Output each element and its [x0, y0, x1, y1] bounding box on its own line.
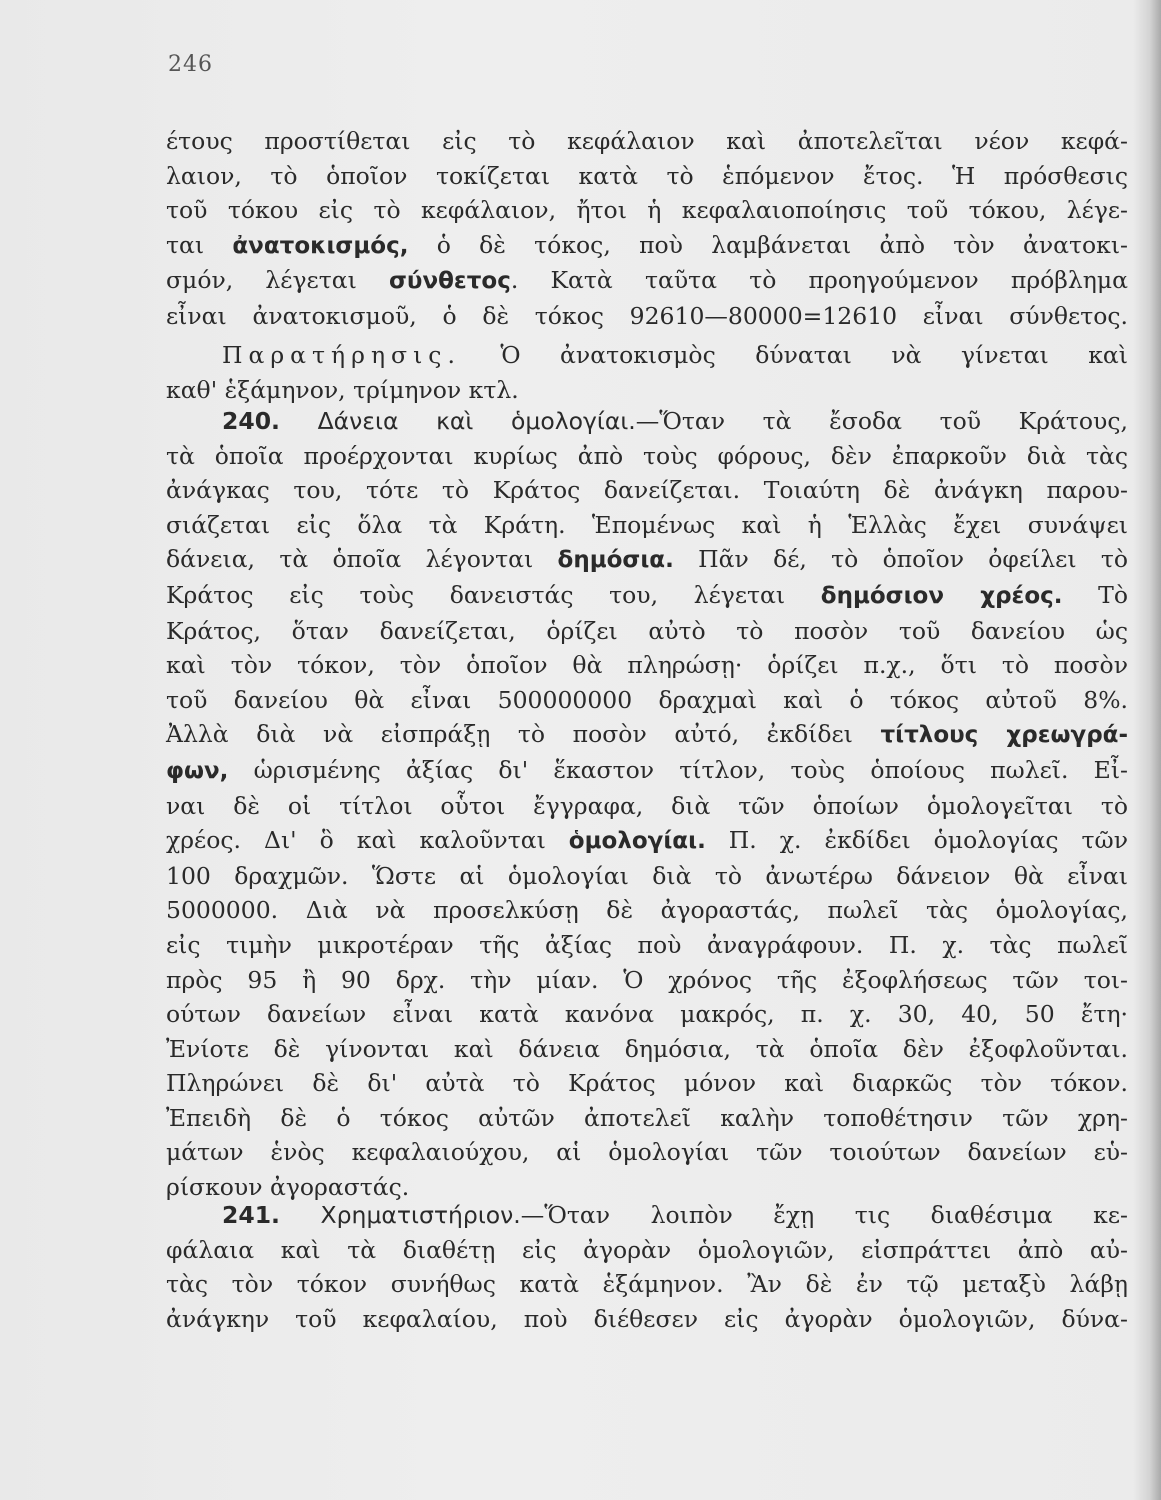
- text-line: 5000000. Διὰ νὰ προσελκύσῃ δὲ ἀγοραστάς, πωλεῖ τὰς ὁμολογίας,: [166, 896, 1128, 925]
- text-line: σιάζεται εἰς ὅλα τὰ Κράτη. Ἑπομένως καὶ ἡ Ἑλλὰς ἔχει συνάψει: [166, 510, 1128, 539]
- text-fragment: —Ὅταν τὰ ἔσοδα τοῦ Κράτους,: [635, 407, 1128, 435]
- text-fragment: Τὸ: [1062, 580, 1129, 609]
- term-omologiai: ὁμολογίαι.: [568, 828, 706, 855]
- text-line: εἰς τιμὴν μικροτέραν τῆς ἀξίας ποὺ ἀναγράφουν. Π. χ. τὰς πωλεῖ: [166, 930, 1128, 959]
- text-fragment: ται: [166, 230, 233, 259]
- text-line: ρίσκουν ἀγοραστάς.: [166, 1173, 410, 1202]
- text-line: μάτων ἑνὸς κεφαλαιούχου, αἱ ὁμολογίαι τῶν τοιούτων δανείων εὑ-: [166, 1138, 1128, 1167]
- remark-label: Παρατήρησις.: [222, 341, 461, 369]
- text-line: πρὸς 95 ἢ 90 δρχ. τὴν μίαν. Ὁ χρόνος τῆς ἐξοφλήσεως τῶν τοι-: [166, 965, 1128, 994]
- text-line: λαιον, τὸ ὁποῖον τοκίζεται κατὰ τὸ ἑπόμενον ἔτος. Ἡ πρόσθεσις: [166, 161, 1128, 190]
- text-line: [166, 578, 1128, 614]
- text-line: [166, 542, 1128, 578]
- text-fragment: Π. χ. ἐκδίδει ὁμολογίας τῶν: [705, 826, 1128, 855]
- text-line: τὰ ὁποῖα προέρχονται κυρίως ἀπὸ τοὺς φόρους, δὲν ἐπαρκοῦν διὰ τὰς: [166, 441, 1128, 470]
- term-synthetos: σύνθετος: [389, 268, 511, 295]
- term-titlous-cont: φων,: [166, 757, 229, 784]
- text-line: [166, 717, 1128, 753]
- page-number: 246: [168, 52, 213, 77]
- text-line: τοῦ δανείου θὰ εἶναι 500000000 δραχμαὶ καὶ ὁ τόκος αὐτοῦ 8%.: [166, 685, 1128, 714]
- section-title: Δάνεια καὶ ὁμολογίαι.: [317, 407, 636, 435]
- text-fragment: σμόν, λέγεται: [166, 266, 389, 295]
- text-line: καθ' ἑξάμηνον, τρίμηνον κτλ.: [166, 375, 519, 404]
- text-fragment: —Ὅταν λοιπὸν ἔχῃ τις διαθέσιμα κε-: [520, 1201, 1128, 1229]
- section-241: [166, 1198, 1128, 1336]
- text-fragment: Ὁ ἀνατοκισμὸς δύναται νὰ γίνεται καὶ: [460, 341, 1128, 369]
- text-line: [166, 338, 1128, 373]
- term-dimosion-chreos: δημόσιον χρέος.: [820, 582, 1063, 609]
- text-line: ούτων δανείων εἶναι κατὰ κανόνα μακρός, π. χ. 30, 40, 50 ἔτη·: [166, 1000, 1128, 1029]
- term-anatokismos: ἀνατοκισμός,: [232, 232, 409, 259]
- text-line: ναι δὲ οἱ τίτλοι οὗτοι ἔγγραφα, διὰ τῶν ὁποίων ὁμολογεῖται τὸ: [166, 791, 1128, 820]
- section-number: 240.: [222, 407, 280, 435]
- text-line: ἀνάγκας του, τότε τὸ Κράτος δανείζεται. Τοιαύτη δὲ ἀνάγκη παρου-: [166, 476, 1128, 505]
- text-line: τοῦ τόκου εἰς τὸ κεφάλαιον, ἤτοι ἡ κεφαλαιοποίησις τοῦ τόκου, λέγε-: [166, 196, 1128, 225]
- section-heading-line: [166, 1198, 1128, 1233]
- text-fragment: Κράτος εἰς τοὺς δανειστάς του, λέγεται: [166, 580, 821, 609]
- text-fragment: δάνεια, τὰ ὁποῖα λέγονται: [166, 545, 558, 574]
- text-line: εἶναι ἀνατοκισμοῦ, ὁ δὲ τόκος 92610—80000=12610 εἶναι σύνθετος.: [166, 301, 1128, 330]
- text-fragment: Πᾶν δέ, τὸ ὁποῖον ὀφείλει τὸ: [673, 545, 1128, 574]
- paragraph-remark: [166, 338, 1128, 407]
- text-line: Κράτος, ὅταν δανείζεται, ὁρίζει αὐτὸ τὸ ποσὸν τοῦ δανείου ὡς: [166, 616, 1128, 645]
- text-line: [166, 228, 1128, 264]
- text-line: [166, 823, 1128, 859]
- term-titlous: τίτλους χρεωγρά-: [880, 722, 1129, 749]
- text-line: καὶ τὸν τόκον, τὸν ὁποῖον θὰ πληρώσῃ· ὁρίζει π.χ., ὅτι τὸ ποσὸν: [166, 651, 1128, 680]
- text-line: ἀνάγκην τοῦ κεφαλαίου, ποὺ διέθεσεν εἰς ἀγορὰν ὁμολογιῶν, δύνα-: [166, 1304, 1128, 1333]
- section-heading-line: [166, 404, 1128, 439]
- text-line: τὰς τὸν τόκον συνήθως κατὰ ἑξάμηνον. Ἂν δὲ ἐν τῷ μεταξὺ λάβῃ: [166, 1270, 1128, 1299]
- section-title: Χρηματιστήριον.: [320, 1201, 521, 1229]
- text-line: [166, 263, 1128, 299]
- text-line: Ἐπειδὴ δὲ ὁ τόκος αὐτῶν ἀποτελεῖ καλὴν τοποθέτησιν τῶν χρη-: [166, 1103, 1128, 1132]
- section-240: [166, 404, 1128, 1205]
- page-edge-shadow: [1133, 0, 1161, 1500]
- text-line: φάλαια καὶ τὰ διαθέτῃ εἰς ἀγορὰν ὁμολογιῶν, εἰσπράττει ἀπὸ αὐ-: [166, 1235, 1128, 1264]
- text-fragment: . Κατὰ ταῦτα τὸ προηγούμενον πρόβλημα: [510, 266, 1129, 295]
- text-line: έτους προστίθεται εἰς τὸ κεφάλαιον καὶ ἀποτελεῖται νέον κεφά-: [166, 127, 1128, 155]
- text-line: Πληρώνει δὲ δι' αὐτὰ τὸ Κράτος μόνον καὶ διαρκῶς τὸν τόκον.: [166, 1069, 1128, 1098]
- text-fragment: ὡρισμένης ἀξίας δι' ἕκαστον τίτλον, τοὺς ὁποίους πωλεῖ. Εἶ-: [228, 755, 1128, 784]
- term-dimosia: δημόσια.: [557, 547, 674, 574]
- text-fragment: ὁ δὲ τόκος, ποὺ λαμβάνεται ἀπὸ τὸν ἀνατοκι-: [408, 230, 1128, 259]
- text-line: [166, 753, 1128, 789]
- text-line: 100 δραχμῶν. Ὥστε αἱ ὁμολογίαι διὰ τὸ ἀνωτέρω δάνειον θὰ εἶναι: [166, 861, 1128, 890]
- paragraph-compound-interest: [166, 124, 1128, 334]
- text-fragment: χρέος. Δι' ὃ καὶ καλοῦνται: [166, 826, 569, 855]
- text-fragment: Ἀλλὰ διὰ νὰ εἰσπράξῃ τὸ ποσὸν αὐτό, ἐκδίδει: [166, 720, 881, 749]
- section-number: 241.: [222, 1201, 280, 1229]
- text-line: Ἐνίοτε δὲ γίνονται καὶ δάνεια δημόσια, τὰ ὁποῖα δὲν ἐξοφλοῦνται.: [166, 1034, 1128, 1063]
